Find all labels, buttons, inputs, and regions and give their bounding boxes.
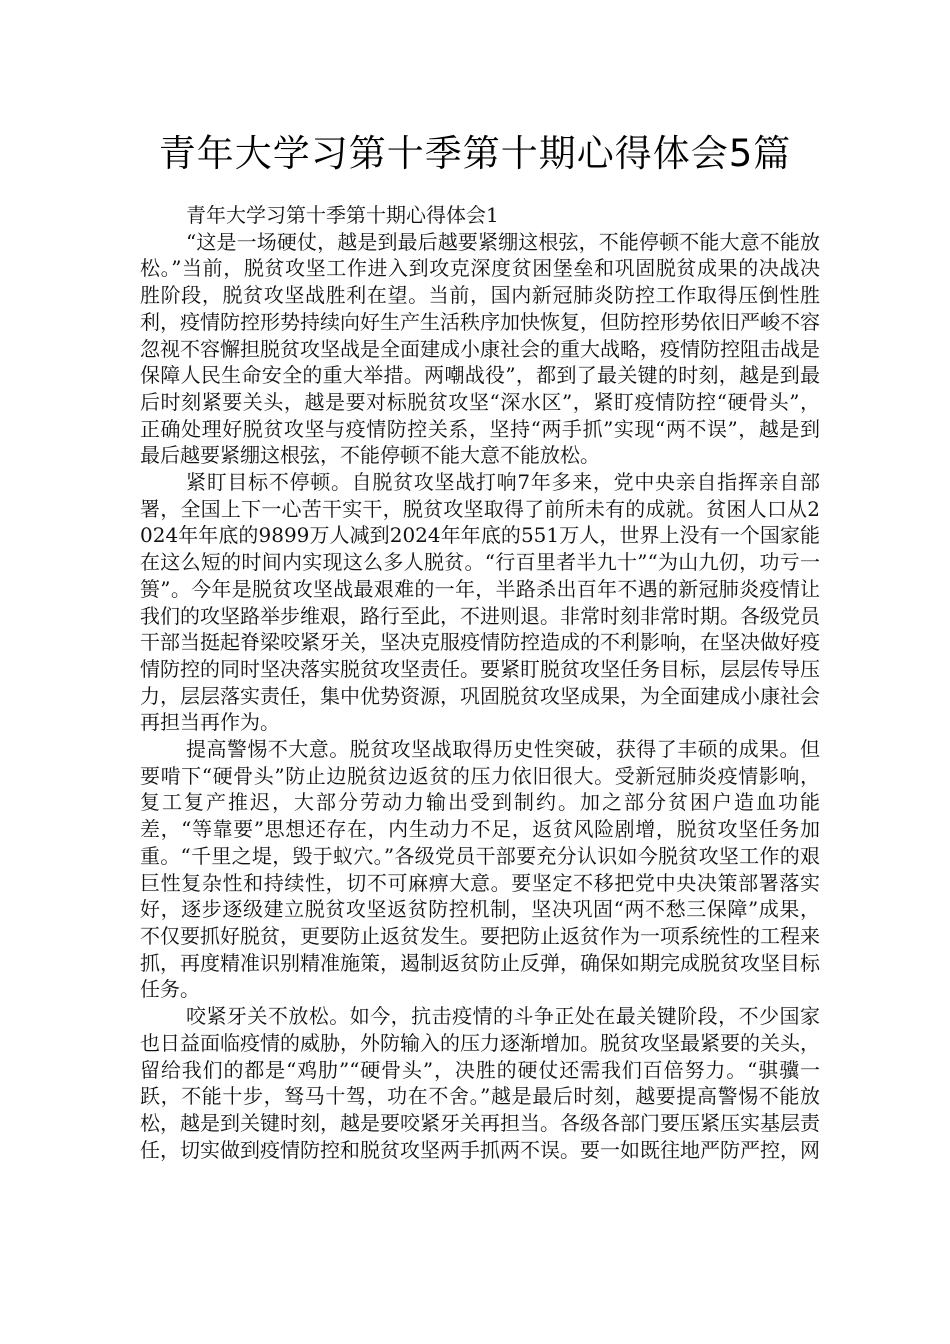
paragraph-2: 紧盯目标不停顿。自脱贫攻坚战打响7年多来，党中央亲自指挥亲自部署，全国上下一心苦干实干，脱贫攻坚取得了前所未有的成就。贫困人口从2024年年底的9899万人减到2024年年底的551万人，世界上没有一个国家能在这么短的时间内实现这么多人脱贫。“行百里者半九十”“为山九仞，功亏一篑”。今年是脱贫攻坚战最艰难的一年，半路杀出百年不遇的新冠肺炎疫情让我们的攻坚路举步维艰，路行至此，不进则退。非常时刻非常时期。各级党员干部当挺起脊梁咬紧牙关，坚决克服疫情防控造成的不利影响，在坚决做好疫情防控的同时坚决落实脱贫攻坚责任。要紧盯脱贫攻坚任务目标，层层传导压力，层层落实责任，集中优势资源，巩固脱贫攻坚成果，为全面建成小康社会再担当再作为。 [140, 470, 820, 735]
document-title: 青年大学习第十季第十期心得体会5篇 [158, 132, 792, 175]
document-body [140, 202, 820, 1163]
paragraph-1: “这是一场硬仗，越是到最后越要紧绷这根弦，不能停顿不能大意不能放松。”当前，脱贫攻坚工作进入到攻克深度贫困堡垒和巩固脱贫成果的决战决胜阶段，脱贫攻坚战胜利在望。当前，国内新冠肺炎防控工作取得压倒性胜利，疫情防控形势持续向好生产生活秩序加快恢复，但防控形势依旧严峻不容忽视不容懈担脱贫攻坚战是全面建成小康社会的重大战略，疫情防控阻击战是保障人民生命安全的重大举措。两嘲战役”，都到了最关键的时刻，越是到最后时刻紧要关头，越是要对标脱贫攻坚“深水区”，紧盯疫情防控“硬骨头”，正确处理好脱贫攻坚与疫情防控关系，坚持“两手抓”实现“两不误”，越是到最后越要紧绷这根弦，不能停顿不能大意不能放松。 [140, 229, 820, 468]
section-heading: 青年大学习第十季第十期心得体会1 [186, 203, 499, 227]
paragraph-4: 咬紧牙关不放松。如今，抗击疫情的斗争正处在最关键阶段，不少国家也日益面临疫情的威胁，外防输入的压力逐渐增加。脱贫攻坚最紧要的关头，留给我们的都是“鸡肋”“硬骨头”，决胜的硬仗还需我们百倍努力。“骐骥一跃，不能十步，驽马十驾，功在不舍。”越是最后时刻，越要提高警惕不能放松，越是到关键时刻，越是要咬紧牙关再担当。各级各部门要压紧压实基层责任，切实做到疫情防控和脱贫攻坚两手抓两不误。要一如既往地严防严控，网 [140, 1004, 820, 1162]
paragraph-3: 提高警惕不大意。脱贫攻坚战取得历史性突破，获得了丰硕的成果。但要啃下“硬骨头”防止边脱贫边返贫的压力依旧很大。受新冠肺炎疫情影响，复工复产推迟，大部分劳动力输出受到制约。加之部分贫困户造血功能差，“等靠要”思想还存在，内生动力不足，返贫风险剧增，脱贫攻坚任务加重。“千里之堤，毁于蚁穴。”各级党员干部要充分认识如今脱贫攻坚工作的艰巨性复杂性和持续性，切不可麻痹大意。要坚定不移把党中央决策部署落实好，逐步逐级建立脱贫攻坚返贫防控机制，坚决巩固“两不愁三保障”成果，不仅要抓好脱贫，更要防止返贫发生。要把防止返贫作为一项系统性的工程来抓，再度精准识别精准施策，遏制返贫防止反弹，确保如期完成脱贫攻坚目标任务。 [140, 737, 820, 1002]
